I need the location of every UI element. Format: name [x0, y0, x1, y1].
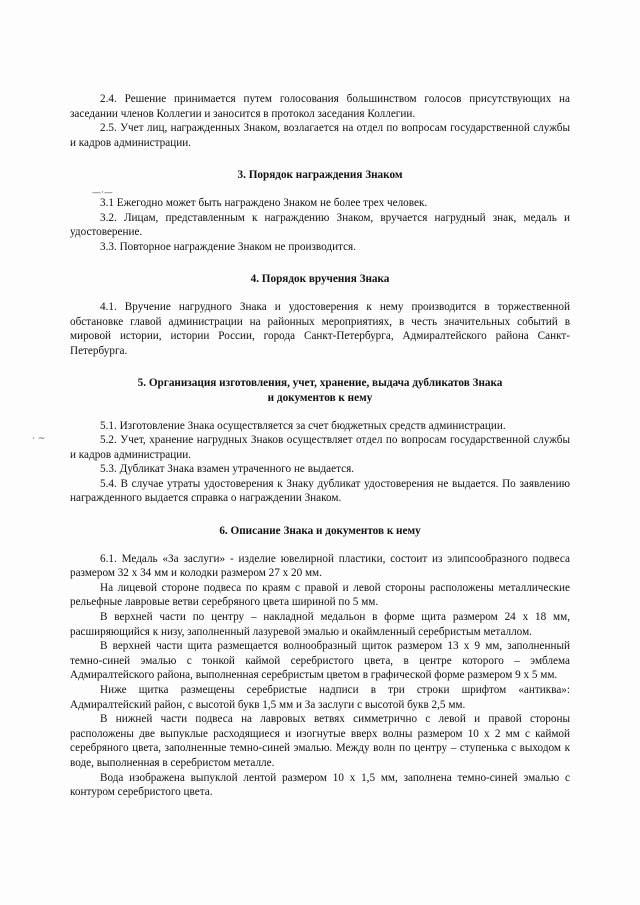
- scan-mark: —·—: [92, 188, 113, 198]
- paragraph-6-4: В верхней части щита размещается волнообразный щиток размером 13 х 9 мм, заполненный темно-синей эмалью с тонкой каймой серебристого цвета, в центре которого – эмблема Адмиралтейского района, выполненная серебристым цветом в графической форме размером 9 х 5 мм.: [70, 640, 570, 682]
- paragraph-5-1: 5.1. Изготовление Знака осуществляется за счет бюджетных средств администрации.: [100, 419, 506, 432]
- paragraph-2-5: 2.5. Учет лиц, награжденных Знаком, возлагается на отдел по вопросам государственной службы и кадров администрации.: [70, 122, 570, 149]
- paragraph-3-1: 3.1 Ежегодно может быть награждено Знаком не более трех человек.: [100, 196, 428, 209]
- paragraph-6-5: Ниже щитка размещены серебристые надписи в три строки шрифтом «антиква»: Адмиралтейский район, с высотой букв 1,5 мм и За заслуги с высотой букв 2,5 мм.: [70, 684, 570, 711]
- paragraph-5-3: 5.3. Дубликат Знака взамен утраченного не выдается.: [100, 463, 355, 476]
- paragraph-6-3: В верхней части по центру – накладной медальон в форме щита размером 24 х 18 мм, расширяющийся к низу, заполненный лазуревой эмалью и окаймленный серебристым металлом.: [70, 611, 570, 638]
- paragraph-3-2: 3.2. Лицам, представленным к награждению Знаком, вручается нагрудный знак, медаль и удостоверение.: [70, 211, 570, 239]
- paragraph-5-2: 5.2. Учет, хранение нагрудных Знаков осуществляет отдел по вопросам государственной службы и кадров администрации.: [70, 434, 570, 461]
- section-5-title-line2: и документов к нему: [267, 391, 373, 404]
- paragraph-2-4: 2.4. Решение принимается путем голосования большинством голосов присутствующих на заседании членов Коллегии и заносится в протокол заседания Коллегии.: [70, 93, 570, 120]
- section-6-title: 6. Описание Знака и документов к нему: [219, 525, 421, 538]
- paragraph-3-3: 3.3. Повторное награждение Знаком не производится.: [100, 240, 356, 253]
- section-4-title: 4. Порядок вручения Знака: [250, 273, 390, 286]
- paragraph-4-1: 4.1. Вручение нагрудного Знака и удостоверения к нему производится в торжественной обстановке главой администрации на районных мероприятиях, в честь значительных событий в мировой истории, истории России, города Санкт-Петербурга, Адмиралтейского района Санкт-Петербурга.: [70, 300, 570, 357]
- paragraph-6-6: В нижней части подвеса на лавровых ветвях симметрично с левой и правой стороны расположены две выпуклые расходящиеся и изогнутые вверх волны размером 10 х 2 мм с каймой серебряного цвета, заполненные темно-синей эмалью. Между волн по центру – ступенька с выходом к воде, выполненная в серебристом металле.: [70, 713, 570, 769]
- paragraph-6-7: Вода изображена выпуклой лентой размером 10 х 1,5 мм, заполнена темно-синей эмалью с контуром серебристого цвета.: [70, 771, 570, 799]
- paragraph-6-1: 6.1. Медаль «За заслуги» - изделие ювелирной пластики, состоит из элипсообразного подвеса размером 32 х 34 мм и колодки размером 27 х 20 мм.: [70, 552, 570, 580]
- paragraph-6-2: На лицевой стороне подвеса по краям с правой и левой стороны расположены металлические рельефные лавровые ветви серебряного цвета шириной по 5 мм.: [70, 581, 570, 609]
- document-body: [70, 92, 570, 800]
- section-5-title-line1: 5. Организация изготовления, учет, хранение, выдача дубликатов Знака: [137, 377, 503, 390]
- scan-mark: · ~: [32, 434, 46, 444]
- paragraph-5-4: 5.4. В случае утраты удостоверения к Знаку дубликат удостоверения не выдается. По заявлению награжденного выдается справка о награждении Знаком.: [70, 477, 570, 505]
- section-3-title: 3. Порядок награждения Знаком: [237, 169, 403, 182]
